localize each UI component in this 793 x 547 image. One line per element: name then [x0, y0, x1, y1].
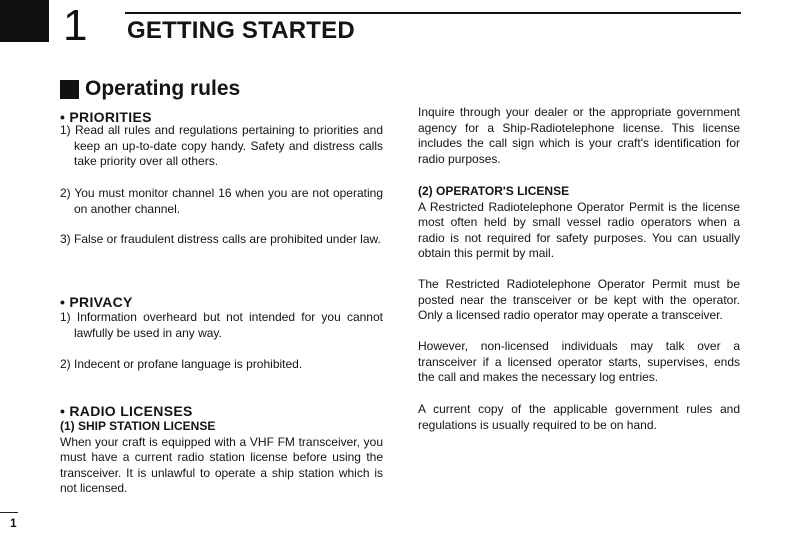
privacy-heading: • PRIVACY: [60, 294, 133, 310]
right-para-2: A Restricted Radiotelephone Operator Permit is the license most often held by small vessel radio operators when a radio is not required for safety purposes. You can usually obtain this permit by mail.: [418, 199, 740, 261]
right-para-5: A current copy of the applicable government rules and regulations is usually required to be on hand.: [418, 402, 740, 432]
priorities-item-3: 3) False or fraudulent distress calls are prohibited under law.: [60, 232, 381, 246]
privacy-item-1: 1) Information overheard but not intended for you cannot lawfully be used in any way.: [60, 310, 383, 340]
chapter-number: 1: [63, 1, 88, 50]
page-number-rule: [0, 512, 18, 513]
priorities-item-3-block: [60, 232, 383, 248]
priorities-item-1: 1) Read all rules and regulations pertaining to priorities and keep an up-to-date copy handy. Safety and distress calls take priority over all others.: [60, 123, 383, 169]
ship-station-heading: (1) SHIP STATION LICENSE: [60, 419, 216, 433]
right-para-4: However, non-licensed individuals may talk over a transceiver if a licensed operator starts, supervises, ends the call and makes the necessary log entries.: [418, 339, 740, 385]
right-para-1: Inquire through your dealer or the appropriate government agency for a Ship-Radiotelephone license. This license includes the call sign which is your craft's identification for radio purposes.: [418, 105, 740, 166]
section-heading: [60, 77, 240, 101]
chapter-title: GETTING STARTED: [127, 17, 355, 44]
operator-license-heading: (2) OPERATOR'S LICENSE: [418, 184, 570, 198]
right-para-3-block: [418, 277, 740, 324]
right-para-1-block: [418, 105, 740, 167]
ship-station-text: When your craft is equipped with a VHF FM transceiver, you must have a current radio station license before using the transceiver. It is unlawful to operate a ship station which is not licensed.: [60, 434, 383, 496]
right-para-4-block: [418, 339, 740, 386]
section-title: Operating rules: [85, 77, 241, 100]
priorities-heading: • PRIORITIES: [60, 109, 152, 125]
square-bullet-icon: [60, 80, 79, 99]
right-para-5-block: [418, 402, 740, 433]
priorities-item-2-block: [60, 186, 383, 217]
operator-license-block: [418, 184, 740, 262]
licenses-heading: • RADIO LICENSES: [60, 403, 193, 419]
header-rule: [125, 12, 741, 14]
privacy-block: [60, 294, 383, 341]
licenses-block: [60, 403, 383, 497]
chapter-tab: [0, 0, 49, 42]
priorities-list: [60, 123, 383, 170]
page-number: 1: [10, 516, 17, 530]
privacy-item-2: 2) Indecent or profane language is prohibited.: [60, 357, 303, 371]
privacy-item-2-block: [60, 357, 383, 373]
priorities-item-2: 2) You must monitor channel 16 when you are not operating on another channel.: [60, 186, 383, 216]
right-para-3: The Restricted Radiotelephone Operator Permit must be posted near the transceiver or be kept with the operator. Only a licensed radio operator may operate a transceiver.: [418, 277, 740, 323]
